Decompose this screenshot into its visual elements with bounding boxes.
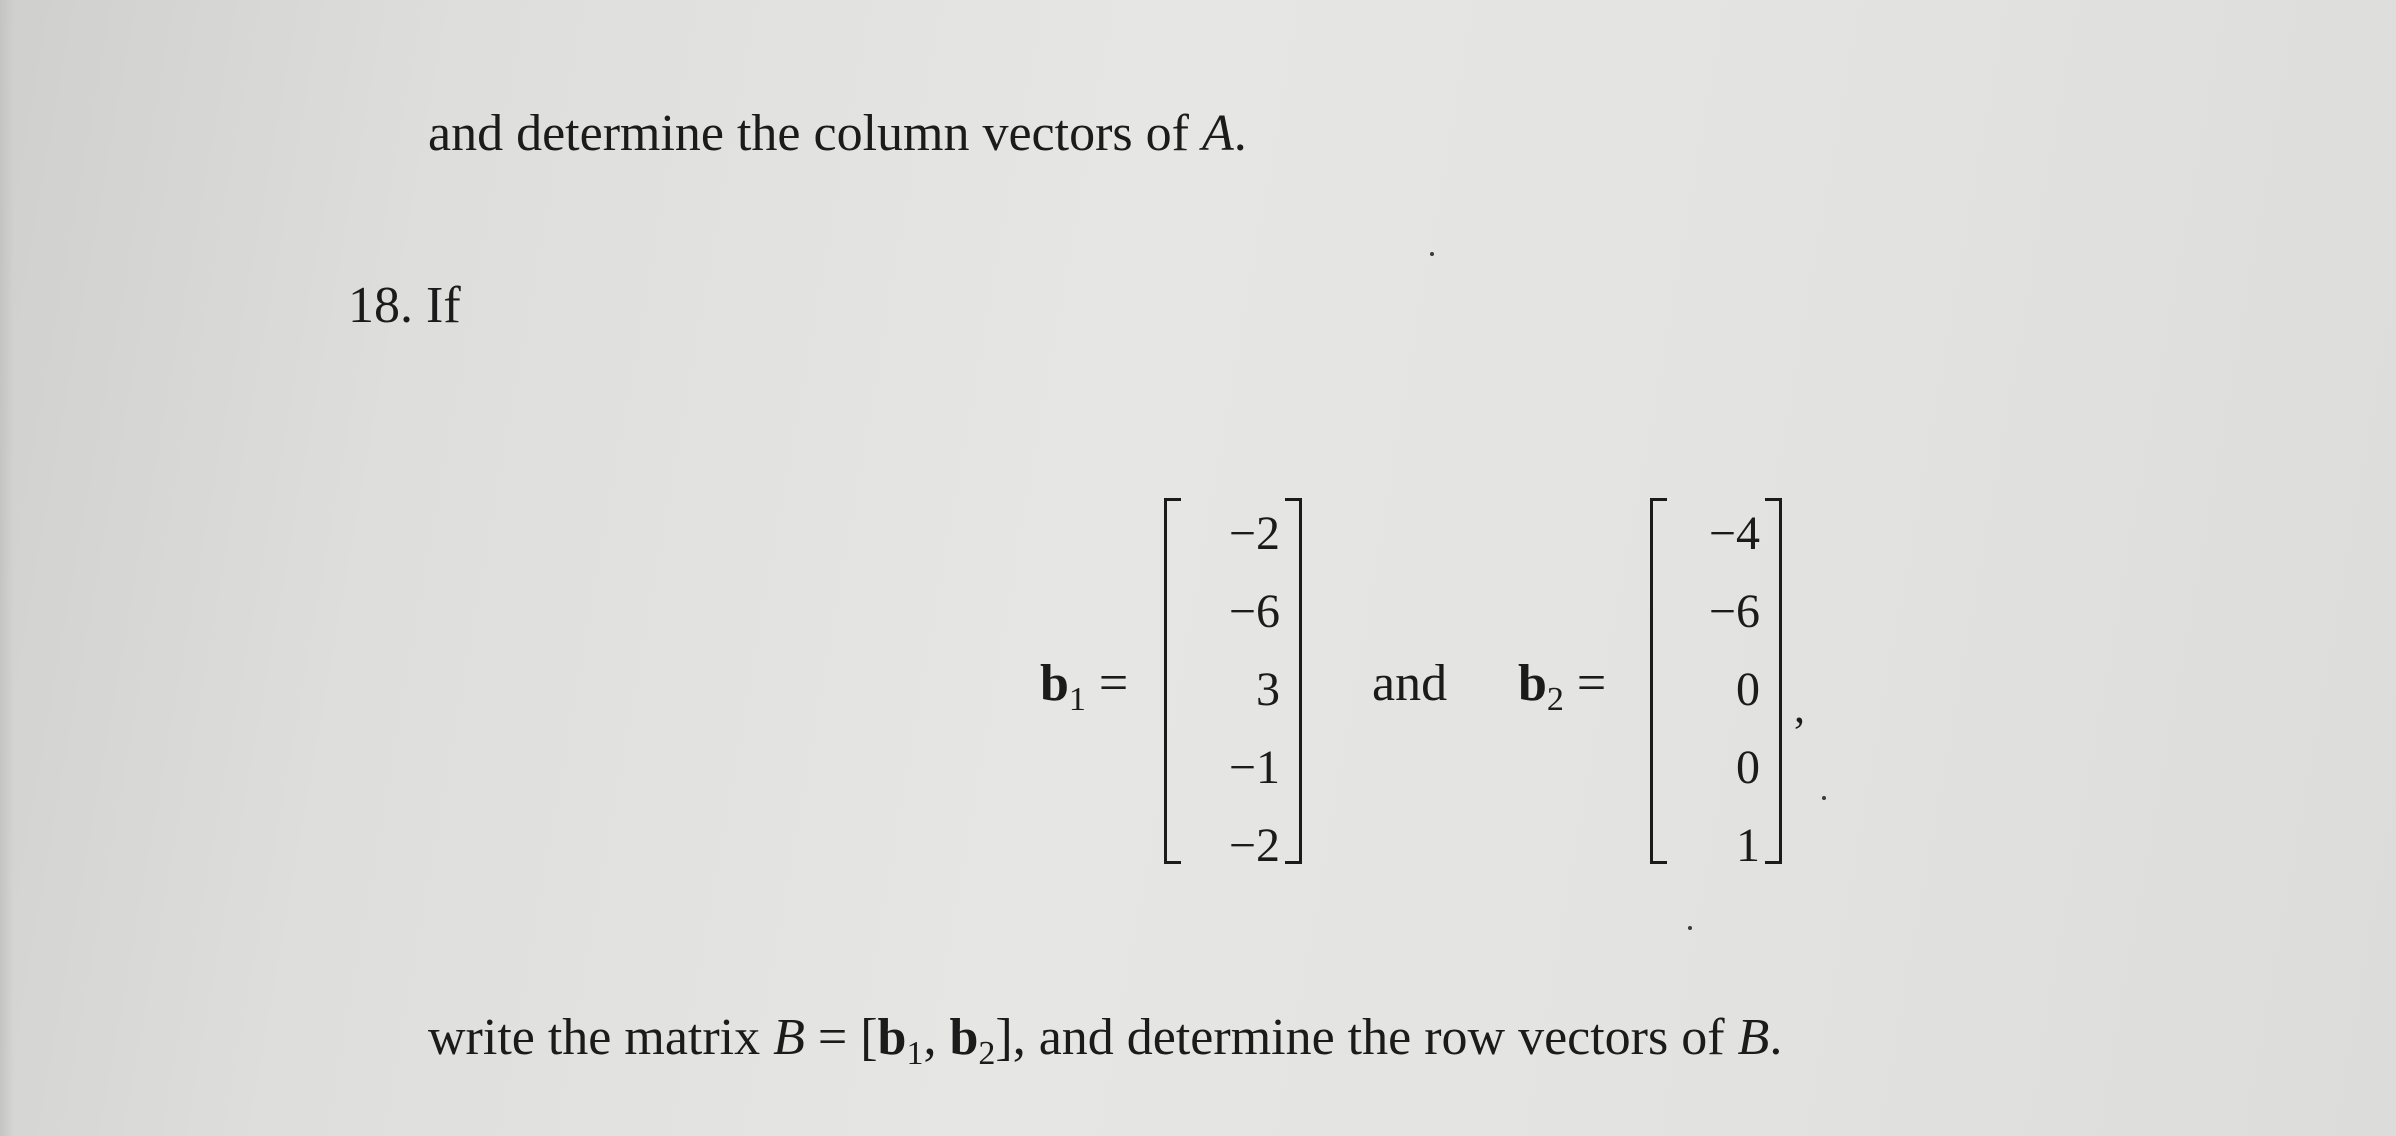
matrix-b-symbol-end: B <box>1737 1009 1770 1066</box>
right-bracket <box>1765 498 1782 864</box>
b2-ref-subscript: 2 <box>978 1035 996 1072</box>
b1-entry: −2 <box>1228 819 1280 872</box>
b1-subscript: 1 <box>1068 681 1086 718</box>
problem-number: 18. <box>348 277 413 334</box>
problem-heading <box>348 277 461 334</box>
matrix-a-symbol: A <box>1201 105 1234 162</box>
right-bracket <box>1285 498 1302 864</box>
trailing-comma: , <box>1794 683 1805 732</box>
intro-period: . <box>1233 105 1247 162</box>
b1-ref-subscript: 1 <box>906 1035 924 1072</box>
b2-entry: 0 <box>1736 741 1760 794</box>
vector-b2-label <box>1518 655 1607 718</box>
problem-lead: If <box>426 277 461 334</box>
equals-open-bracket: = [ <box>804 1009 878 1066</box>
left-bracket <box>1164 498 1181 864</box>
b2-entry: −4 <box>1708 507 1760 560</box>
b2-subscript: 2 <box>1546 681 1564 718</box>
question-sentence <box>428 1009 1783 1072</box>
b2-entry: −6 <box>1708 585 1760 638</box>
question-continuation: ], and determine the row vectors of <box>995 1009 1738 1066</box>
question-period: . <box>1769 1009 1783 1066</box>
vector-b1-label <box>1040 655 1129 718</box>
b2-entry: 0 <box>1736 663 1760 716</box>
vector-b1-matrix <box>1164 488 1302 872</box>
connector-and: and <box>1372 655 1448 712</box>
b1-entry: −1 <box>1228 741 1280 794</box>
question-prefix: write the matrix <box>428 1009 774 1066</box>
b2-entry: 1 <box>1736 819 1760 872</box>
b1-entry: −6 <box>1228 585 1280 638</box>
paper-speck <box>1688 926 1692 930</box>
b1-equals: = <box>1098 655 1129 712</box>
vector-b2-matrix <box>1650 488 1782 872</box>
b1-entry: −2 <box>1228 507 1280 560</box>
b1-entry: 3 <box>1256 663 1280 716</box>
b2-ref-symbol: b <box>949 1009 979 1066</box>
intro-sentence <box>428 105 1247 162</box>
b1-ref-symbol: b <box>877 1009 907 1066</box>
separator: , <box>923 1009 950 1066</box>
b2-equals: = <box>1576 655 1607 712</box>
intro-text: and determine the column vectors of <box>428 105 1202 162</box>
b1-symbol: b <box>1040 655 1069 712</box>
paper-speck <box>1822 796 1826 800</box>
left-bracket <box>1650 498 1667 864</box>
matrix-b-symbol: B <box>773 1009 805 1066</box>
paper-speck <box>1430 252 1434 256</box>
b2-symbol: b <box>1518 655 1547 712</box>
page-shadow-edge <box>0 0 14 1136</box>
